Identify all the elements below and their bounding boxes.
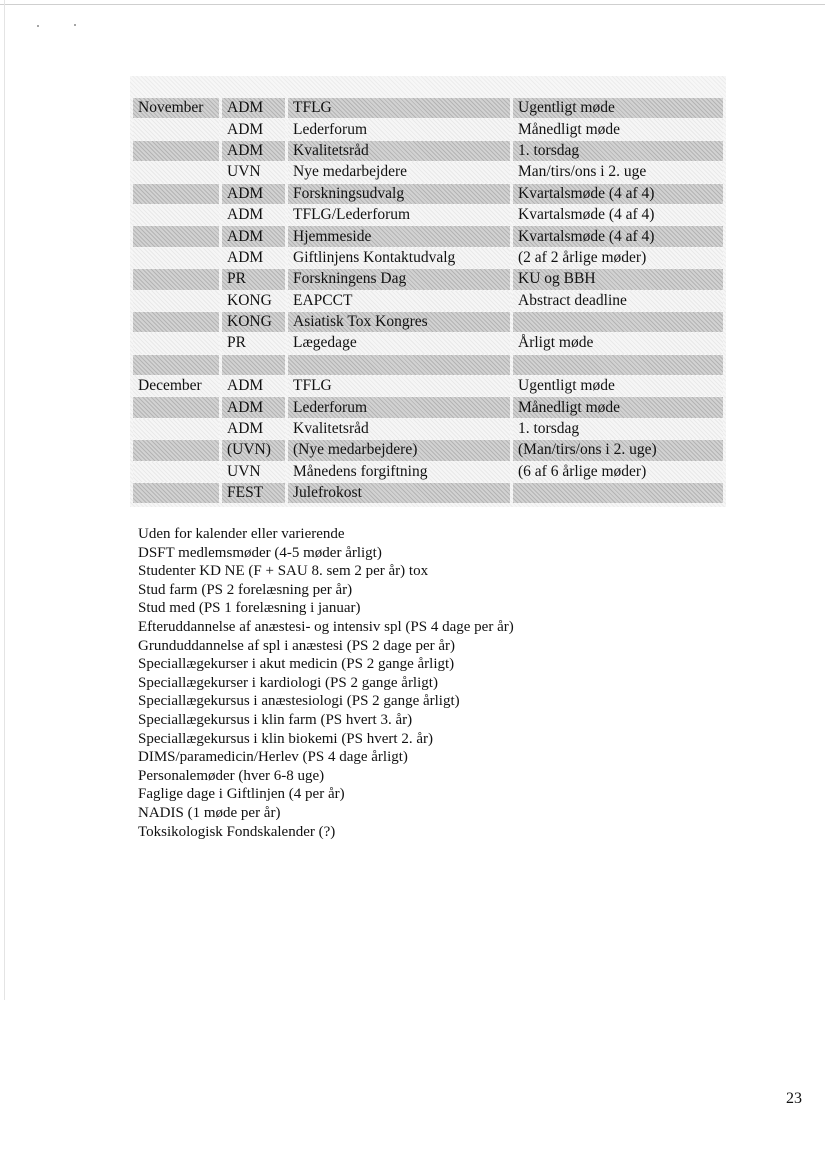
event-cell: [288, 355, 510, 375]
note-item: Faglige dage i Giftlinjen (4 per år): [138, 786, 345, 803]
note-cell: 1. torsdag: [513, 141, 723, 161]
note-item: Efteruddannelse af anæstesi- og intensiv spl (PS 4 dage per år): [138, 618, 514, 635]
calendar-row: [133, 419, 723, 439]
event-cell: Forskningens Dag: [288, 269, 510, 289]
note-cell: Ugentligt møde: [513, 376, 723, 396]
calendar-row: [133, 376, 723, 396]
note-cell: (6 af 6 årlige møder): [513, 462, 723, 482]
org-cell: PR: [222, 333, 285, 353]
note-cell: Månedligt møde: [513, 119, 723, 139]
event-cell: Giftlinjens Kontaktudvalg: [288, 248, 510, 268]
month-cell: [133, 248, 219, 268]
calendar-row: [133, 397, 723, 417]
org-cell: ADM: [222, 397, 285, 417]
org-cell: ADM: [222, 205, 285, 225]
scan-speck: [74, 24, 76, 26]
page-number: 23: [786, 1090, 802, 1107]
month-cell: [133, 119, 219, 139]
note-cell: Ugentligt møde: [513, 98, 723, 118]
calendar-row: [133, 248, 723, 268]
month-cell: [133, 355, 219, 375]
org-cell: ADM: [222, 248, 285, 268]
calendar-row: [133, 291, 723, 311]
event-cell: TFLG: [288, 376, 510, 396]
calendar-row: [133, 184, 723, 204]
month-cell: [133, 483, 219, 503]
calendar-row: [133, 483, 723, 503]
note-cell: [513, 312, 723, 332]
calendar-row: [133, 355, 723, 375]
note-item: Personalemøder (hver 6-8 uge): [138, 767, 325, 784]
month-cell: [133, 440, 219, 460]
scan-speck: [37, 25, 39, 27]
calendar-row: [133, 440, 723, 460]
note-item: Toksikologisk Fondskalender (?): [138, 823, 336, 840]
note-item: Speciallægekurser i kardiologi (PS 2 gange årligt): [138, 674, 438, 691]
scan-left-edge: [4, 0, 5, 1000]
notes-heading: Uden for kalender eller varierende: [138, 526, 345, 542]
calendar-row: [133, 462, 723, 482]
calendar-row: [133, 162, 723, 182]
month-cell: [133, 141, 219, 161]
month-cell: [133, 226, 219, 246]
note-item: Speciallægekursus i klin biokemi (PS hvert 2. år): [138, 730, 433, 747]
note-cell: (2 af 2 årlige møder): [513, 248, 723, 268]
org-cell: KONG: [222, 291, 285, 311]
note-item: Speciallægekurser i akut medicin (PS 2 gange årligt): [138, 656, 455, 673]
calendar-row: [133, 205, 723, 225]
org-cell: (UVN): [222, 440, 285, 460]
event-cell: Lederforum: [288, 397, 510, 417]
calendar-row: [133, 333, 723, 353]
calendar-row: [133, 98, 723, 118]
month-cell: [133, 205, 219, 225]
org-cell: ADM: [222, 119, 285, 139]
note-cell: [513, 483, 723, 503]
org-cell: UVN: [222, 462, 285, 482]
event-cell: EAPCCT: [288, 291, 510, 311]
note-item: Speciallægekursus i anæstesiologi (PS 2 gange årligt): [138, 693, 460, 710]
note-item: DIMS/paramedicin/Herlev (PS 4 dage årligt): [138, 749, 408, 766]
note-item: NADIS (1 møde per år): [138, 804, 281, 821]
note-cell: Kvartalsmøde (4 af 4): [513, 226, 723, 246]
event-cell: Julefrokost: [288, 483, 510, 503]
note-cell: Abstract deadline: [513, 291, 723, 311]
month-cell: [133, 397, 219, 417]
note-cell: KU og BBH: [513, 269, 723, 289]
month-cell: [133, 312, 219, 332]
month-cell: [133, 184, 219, 204]
month-cell: [133, 269, 219, 289]
month-cell: [133, 291, 219, 311]
note-cell: (Man/tirs/ons i 2. uge): [513, 440, 723, 460]
note-cell: Kvartalsmøde (4 af 4): [513, 184, 723, 204]
note-item: Stud med (PS 1 forelæsning i januar): [138, 600, 361, 617]
calendar-row: [133, 269, 723, 289]
note-item: Studenter KD NE (F + SAU 8. sem 2 per år) tox: [138, 563, 429, 580]
event-cell: Kvalitetsråd: [288, 141, 510, 161]
calendar-row: [133, 226, 723, 246]
org-cell: ADM: [222, 226, 285, 246]
month-cell: [133, 333, 219, 353]
calendar-table-area: [130, 76, 726, 507]
note-cell: [513, 355, 723, 375]
event-cell: Månedens forgiftning: [288, 462, 510, 482]
note-cell: Månedligt møde: [513, 397, 723, 417]
org-cell: [222, 355, 285, 375]
org-cell: UVN: [222, 162, 285, 182]
event-cell: Asiatisk Tox Kongres: [288, 312, 510, 332]
event-cell: Lægedage: [288, 333, 510, 353]
calendar-table: [130, 97, 726, 504]
org-cell: ADM: [222, 184, 285, 204]
note-cell: Man/tirs/ons i 2. uge: [513, 162, 723, 182]
note-item: Grunduddannelse af spl i anæstesi (PS 2 dage per år): [138, 637, 456, 654]
note-item: Speciallægekursus i klin farm (PS hvert 3. år): [138, 711, 413, 728]
org-cell: ADM: [222, 376, 285, 396]
note-item: Stud farm (PS 2 forelæsning per år): [138, 581, 353, 598]
org-cell: ADM: [222, 141, 285, 161]
org-cell: KONG: [222, 312, 285, 332]
note-cell: Årligt møde: [513, 333, 723, 353]
calendar-row: [133, 141, 723, 161]
event-cell: Forskningsudvalg: [288, 184, 510, 204]
note-cell: 1. torsdag: [513, 419, 723, 439]
org-cell: ADM: [222, 419, 285, 439]
calendar-row: [133, 119, 723, 139]
month-cell: [133, 462, 219, 482]
event-cell: Nye medarbejdere: [288, 162, 510, 182]
event-cell: TFLG/Lederforum: [288, 205, 510, 225]
event-cell: Kvalitetsråd: [288, 419, 510, 439]
event-cell: (Nye medarbejdere): [288, 440, 510, 460]
month-cell: [133, 419, 219, 439]
month-cell: November: [133, 98, 219, 118]
scan-top-edge: [0, 4, 825, 5]
event-cell: Lederforum: [288, 119, 510, 139]
org-cell: PR: [222, 269, 285, 289]
org-cell: FEST: [222, 483, 285, 503]
event-cell: Hjemmeside: [288, 226, 510, 246]
note-cell: Kvartalsmøde (4 af 4): [513, 205, 723, 225]
calendar-row: [133, 312, 723, 332]
notes-list: [138, 525, 514, 841]
org-cell: ADM: [222, 98, 285, 118]
month-cell: December: [133, 376, 219, 396]
event-cell: TFLG: [288, 98, 510, 118]
month-cell: [133, 162, 219, 182]
note-item: DSFT medlemsmøder (4-5 møder årligt): [138, 544, 382, 561]
